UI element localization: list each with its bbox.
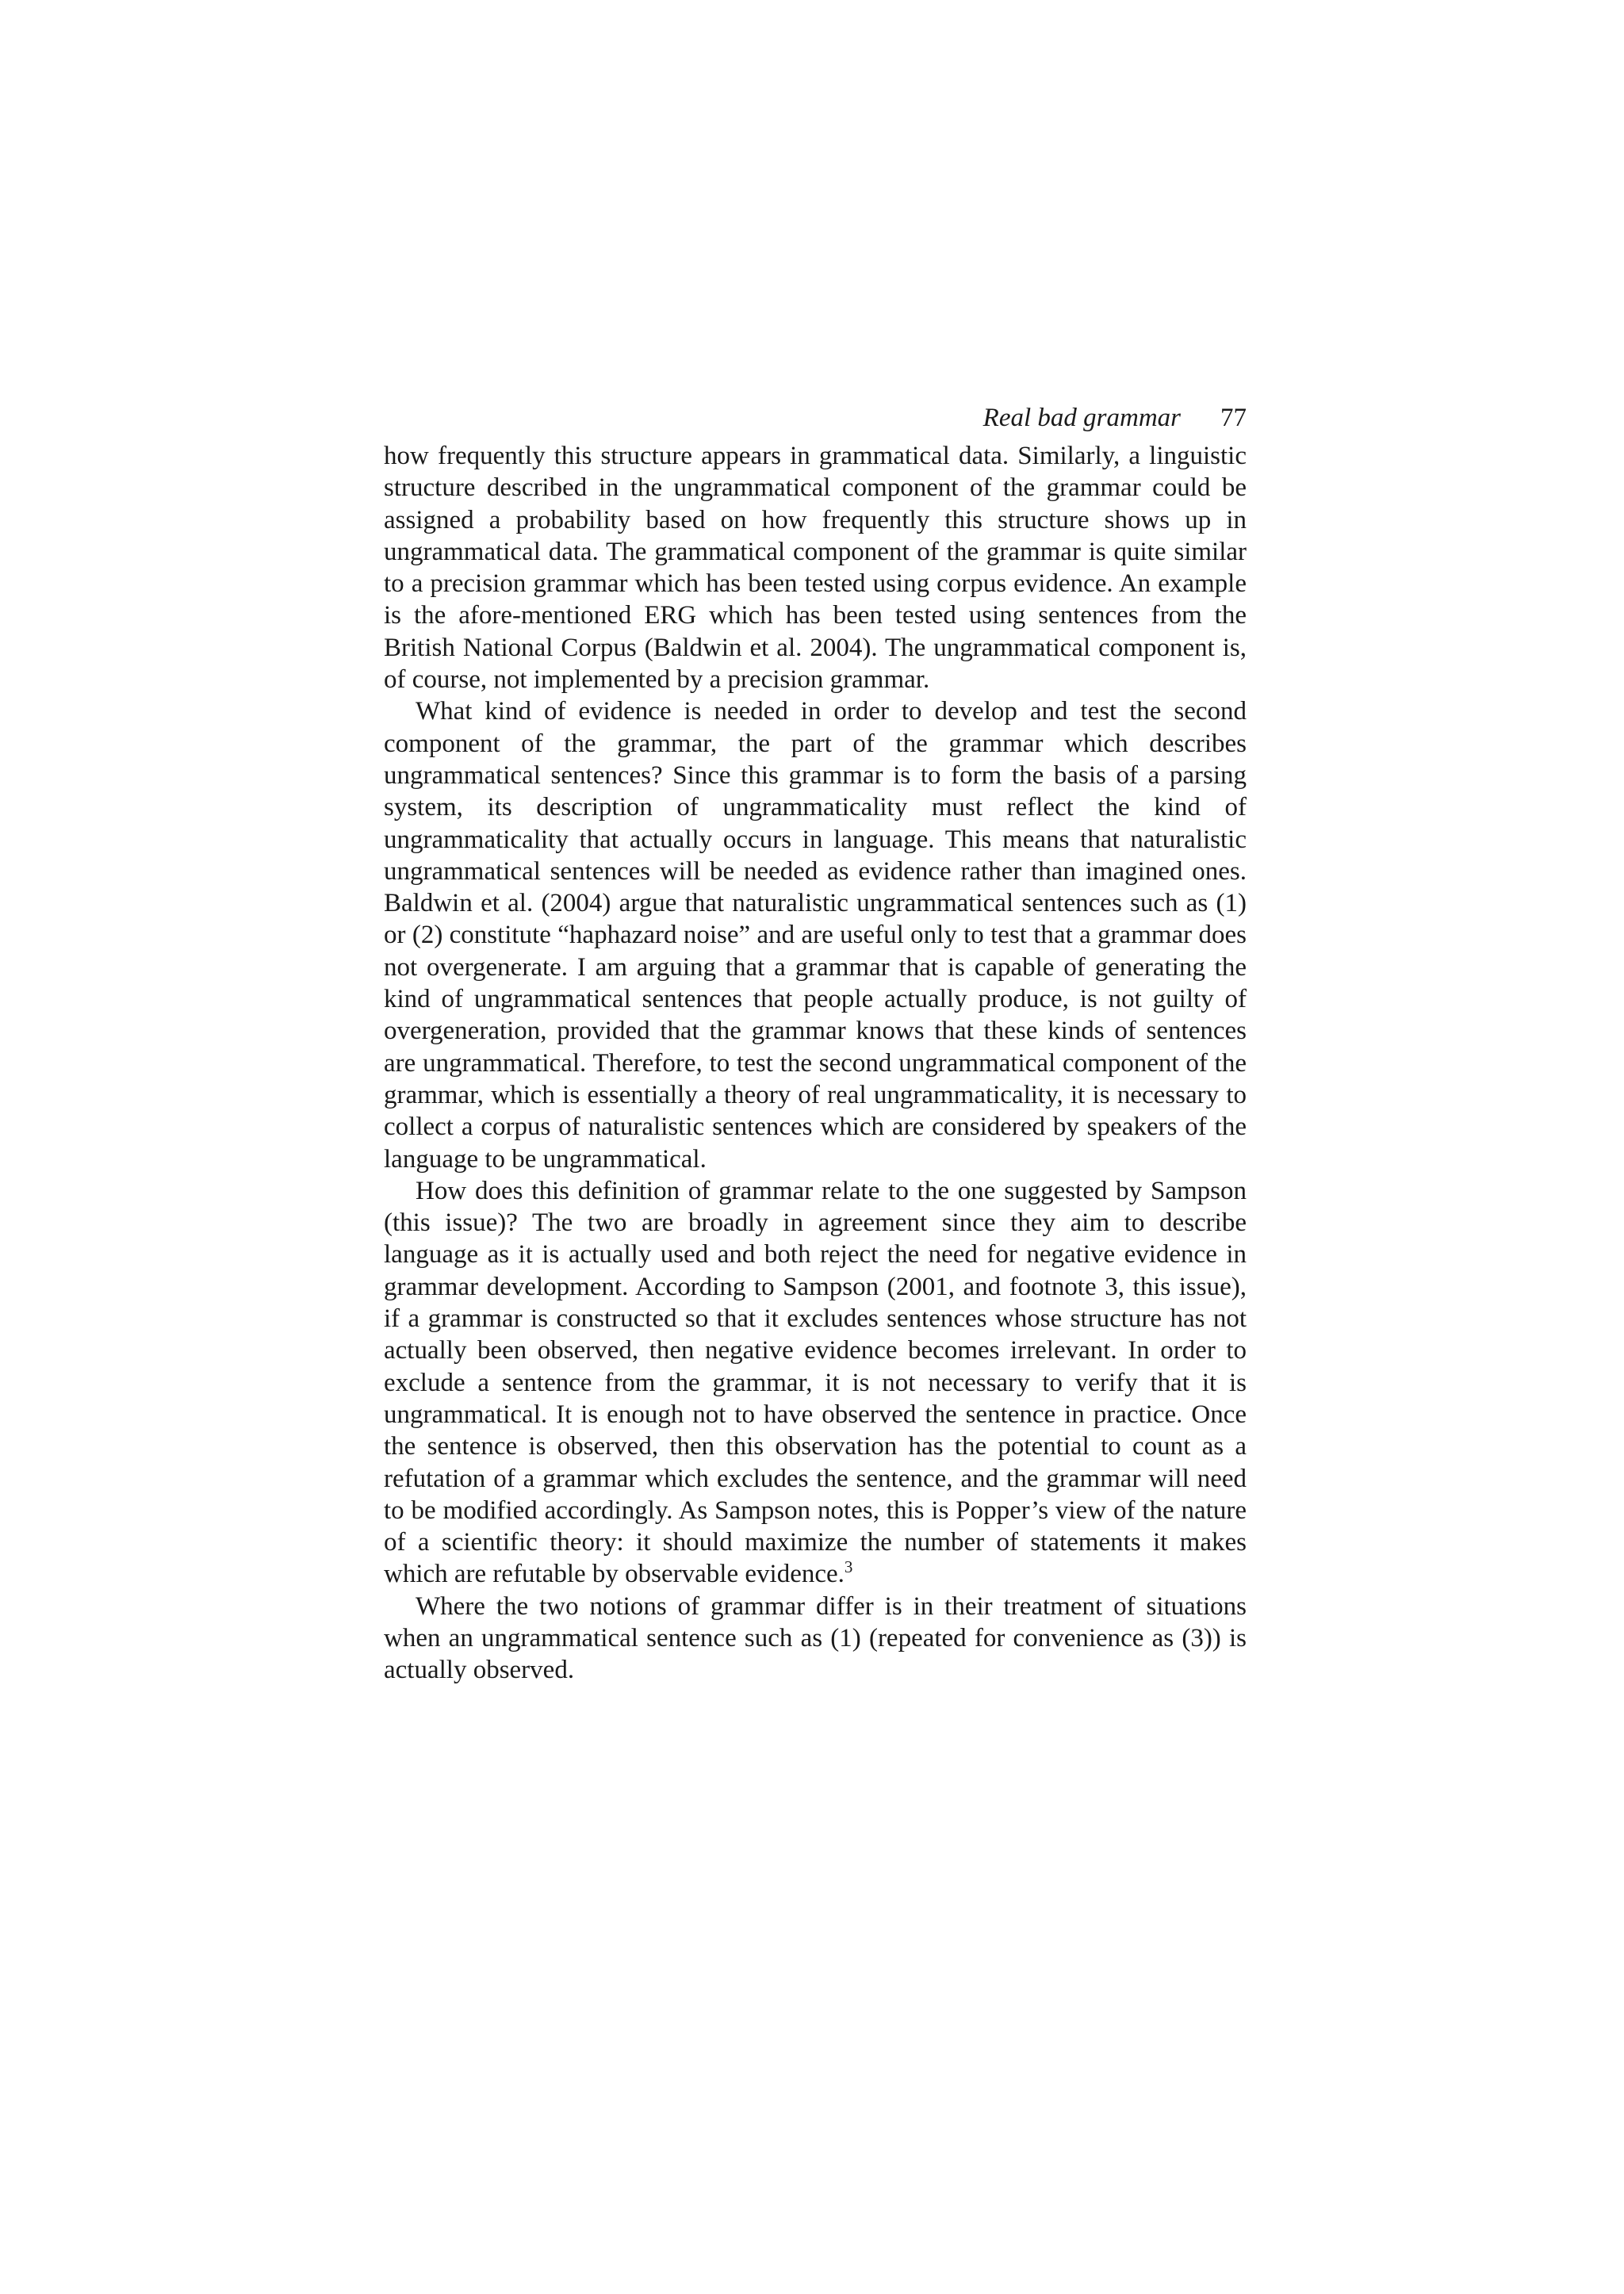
paragraph-text: Where the two notions of grammar differ is in their treatment of situations when an ungrammatical sentence such as (1) (repeated for convenience as (3)) is actually observed. [384,1591,1247,1685]
footnote-mark: 3 [844,1557,853,1577]
paragraph [384,440,1247,695]
body-text [384,440,1247,1687]
page-number: 77 [1220,404,1247,432]
book-page [384,400,1247,1687]
paragraph-text: What kind of evidence is needed in order to develop and test the second component of the grammar, the part of the grammar which describes ungrammatical sentences? Since this grammar is to form the basis of a parsing system, its description of ungrammaticality must reflect the kind of ungrammaticality that actually occurs in language. This means that naturalistic ungrammatical sentences will be needed as evidence rather than imagined ones. Baldwin et al. (2004) argue that naturalistic ungrammatical sentences such as (1) or (2) constitute “haphazard noise” and are useful only to test that a grammar does not overgenerate. I am arguing that a grammar that is capable of generating the kind of ungrammatical sentences that people actually produce, is not guilty of overgeneration, provided that the grammar knows that these kinds of sentences are ungrammatical. Therefore, to test the second ungrammatical component of the grammar, which is essentially a theory of real ungrammaticality, it is necessary to collect a corpus of naturalistic sentences which are considered by speakers of the language to be ungrammatical. [384,697,1247,1174]
paragraph-text: How does this definition of grammar relate to the one suggested by Sampson (this issue)? The two are broadly in agreement since they aim to describe language as it is actually used and both reject the need for negative evidence in grammar development. According to Sampson (2001, and footnote 3, this issue), if a grammar is constructed so that it excludes sentences whose structure has not actually been observed, then negative evidence becomes irrelevant. In order to exclude a sentence from the grammar, it is not necessary to verify that it is ungrammatical. It is enough not to have observed the sentence in practice. Once the sentence is observed, then this observation has the potential to count as a refutation of a grammar which excludes the sentence, and the grammar will need to be modified accordingly. As Sampson notes, this is Popper’s view of the nature of a scientific theory: it should maximize the number of statements it makes which are refutable by observable evidence. [384,1176,1247,1589]
running-title: Real bad grammar [982,404,1181,432]
paragraph [384,695,1247,1174]
paragraph-text: how frequently this structure appears in grammatical data. Similarly, a linguistic structure described in the ungrammatical component of the grammar could be assigned a probability based on how frequently this structure shows up in ungrammatical data. The grammatical component of the grammar is quite similar to a precision grammar which has been tested using corpus evidence. An example is the afore-mentioned ERG which has been tested using sentences from the British National Corpus (Baldwin et al. 2004). The ungrammatical component is, of course, not implemented by a precision grammar. [384,442,1247,695]
paragraph [384,1175,1247,1591]
paragraph [384,1591,1247,1687]
running-head [384,400,1247,435]
